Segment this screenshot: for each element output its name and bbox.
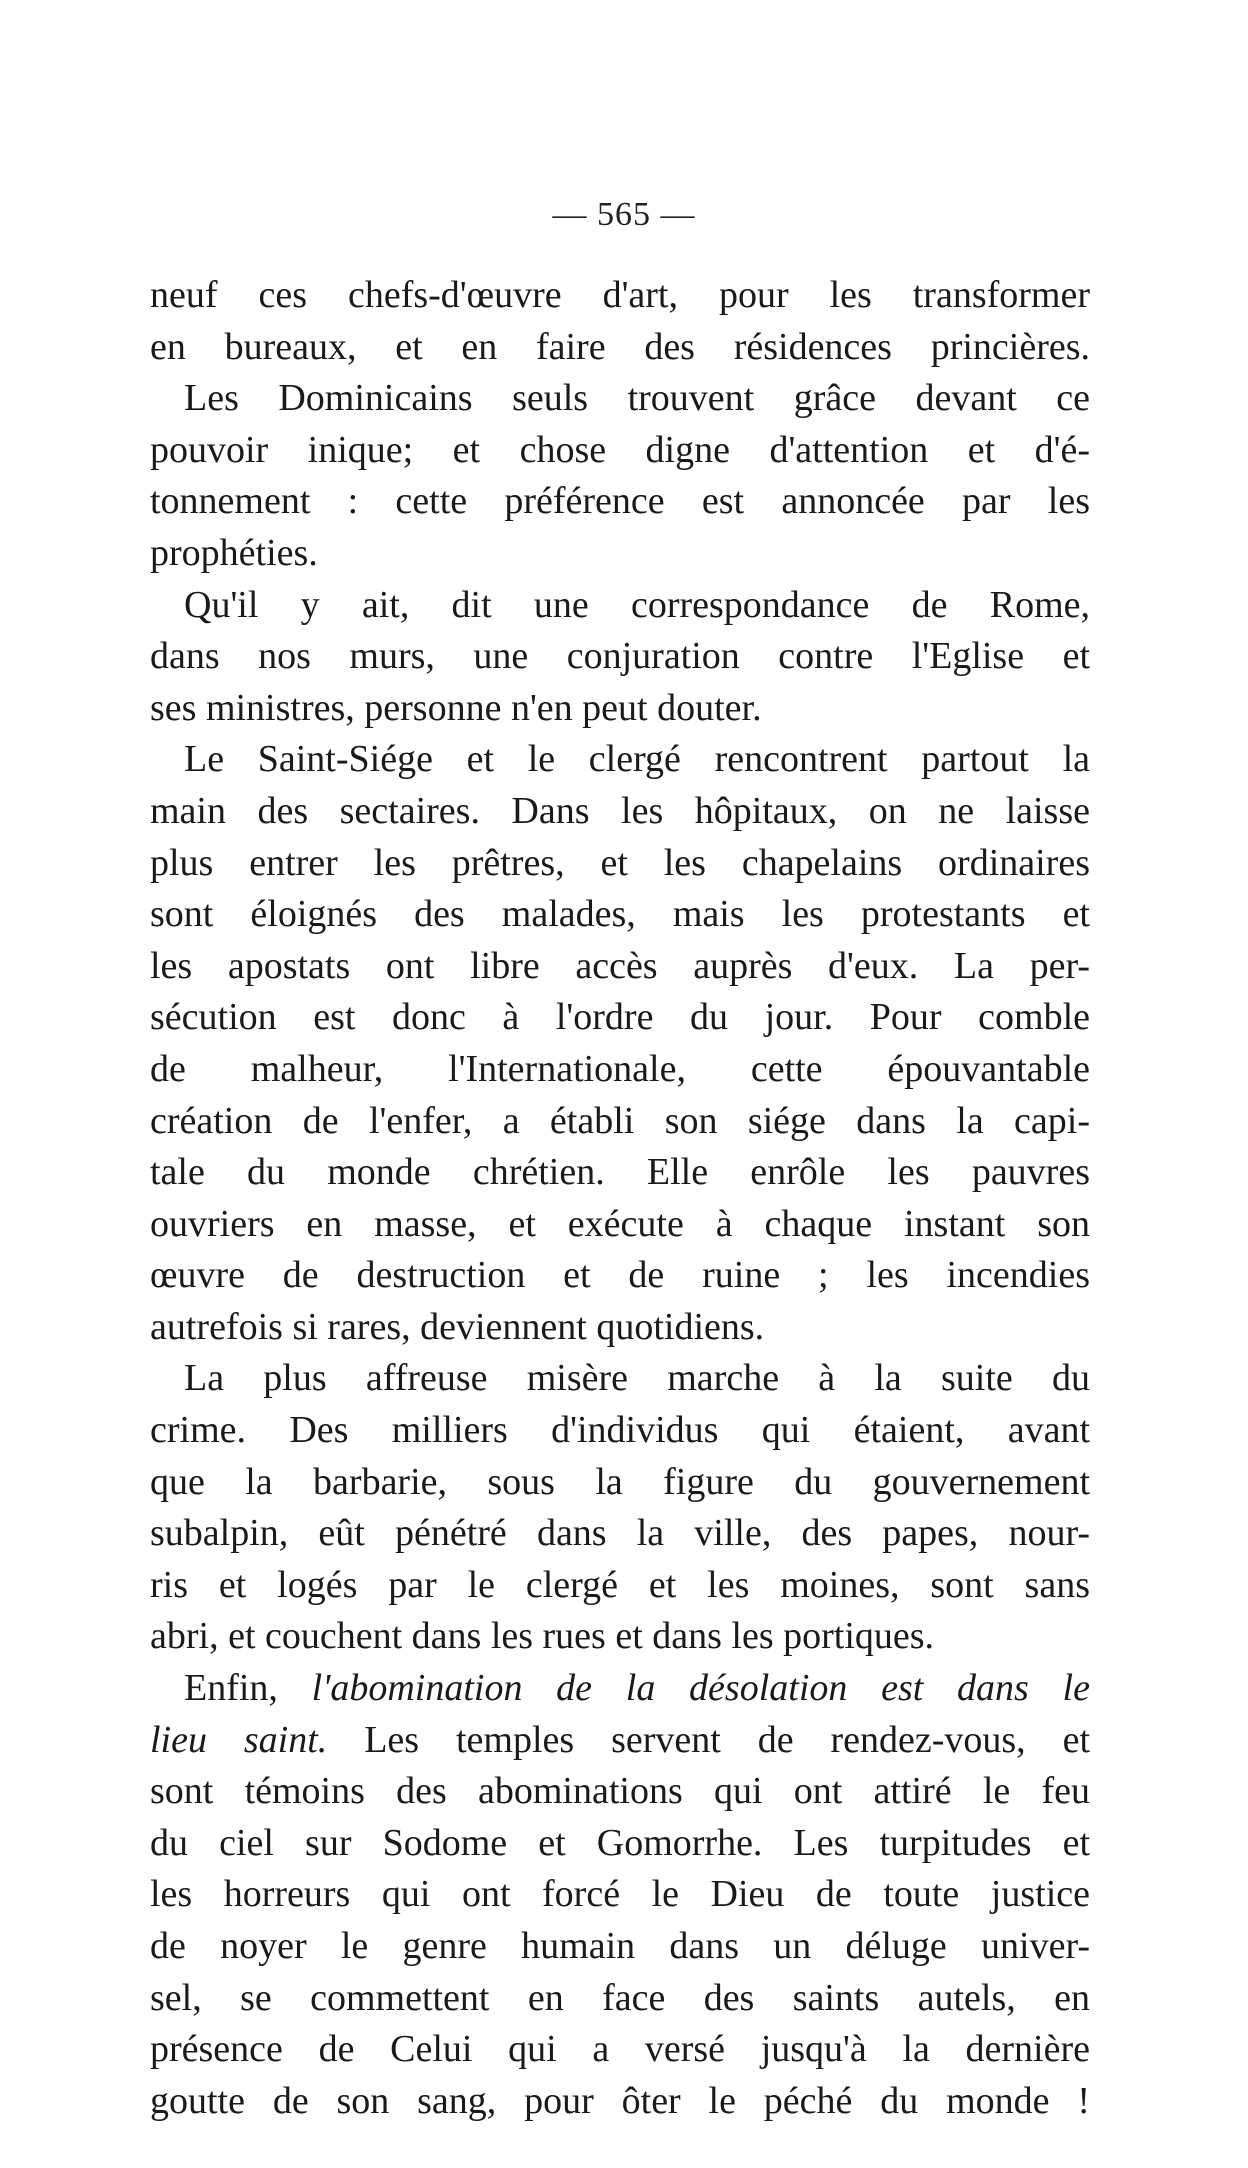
text-line: ris et logés par le clergé et les moines, sont sans [150, 1563, 1090, 1606]
text-span: Enfin, [184, 1667, 312, 1710]
text-line: crime. Des milliers d'individus qui étaient, avant [150, 1409, 1090, 1452]
text-line: Qu'il y ait, dit une correspondance de Rome, [184, 583, 1090, 626]
text-line: Les Dominicains seuls trouvent grâce devant ce [184, 377, 1090, 420]
page-number: — 565 — [552, 196, 696, 233]
text-line: de malheur, l'Internationale, cette épouvantable [150, 1047, 1090, 1090]
text-line: main des sectaires. Dans les hôpitaux, on ne laisse [150, 789, 1090, 832]
text-line: subalpin, eût pénétré dans la ville, des papes, nour- [150, 1512, 1090, 1555]
text-line: pouvoir inique; et chose digne d'attention et d'é- [150, 428, 1090, 471]
text-line: création de l'enfer, a établi son siége dans la capi- [150, 1099, 1090, 1142]
body-text [150, 270, 1090, 2127]
text-line: que la barbarie, sous la figure du gouvernement [150, 1460, 1090, 1503]
text-line: présence de Celui qui a versé jusqu'à la dernière [150, 2028, 1090, 2071]
text-line: sont témoins des abominations qui ont attiré le feu [150, 1770, 1090, 1813]
text-line: en bureaux, et en faire des résidences princières. [150, 325, 1090, 368]
text-line: abri, et couchent dans les rues et dans les portiques. [150, 1615, 935, 1658]
text-line: tale du monde chrétien. Elle enrôle les pauvres [150, 1151, 1090, 1194]
text-line: de noyer le genre humain dans un déluge univer- [150, 1925, 1090, 1967]
text-line: neuf ces chefs-d'œuvre d'art, pour les transformer [150, 274, 1090, 316]
text-line [150, 1663, 1090, 1715]
text-line: sont éloignés des malades, mais les protestants et [150, 893, 1090, 936]
text-line [150, 1715, 1090, 1767]
text-line: œuvre de destruction et de ruine ; les incendies [150, 1254, 1090, 1297]
text-line: La plus affreuse misère marche à la suite du [184, 1357, 1090, 1400]
text-line: du ciel sur Sodome et Gomorrhe. Les turpitudes et [150, 1821, 1090, 1864]
text-line: les apostats ont libre accès auprès d'eux. La per- [150, 944, 1090, 987]
text-line: sécution est donc à l'ordre du jour. Pour comble [150, 996, 1090, 1039]
text-line: dans nos murs, une conjuration contre l'Eglise et [150, 635, 1090, 678]
italic-phrase: l'abomination de la désolation est dans le [311, 1667, 1090, 1710]
italic-phrase: lieu saint. [150, 1718, 328, 1761]
text-span: Les temples servent de rendez-vous, et [327, 1718, 1090, 1761]
text-line: plus entrer les prêtres, et les chapelains ordinaires [150, 841, 1090, 884]
text-line: autrefois si rares, deviennent quotidiens. [150, 1305, 765, 1348]
text-line: sel, se commettent en face des saints autels, en [150, 1976, 1090, 2019]
text-line: les horreurs qui ont forcé le Dieu de toute justice [150, 1873, 1090, 1916]
text-line: goutte de son sang, pour ôter le péché du monde ! [150, 2079, 1090, 2122]
text-line: ouvriers en masse, et exécute à chaque instant son [150, 1202, 1090, 1245]
text-line: prophéties. [150, 531, 318, 574]
text-line: tonnement : cette préférence est annoncée par les [150, 480, 1090, 523]
text-line: Le Saint-Siége et le clergé rencontrent partout la [184, 738, 1090, 781]
text-line: ses ministres, personne n'en peut douter. [150, 686, 762, 729]
